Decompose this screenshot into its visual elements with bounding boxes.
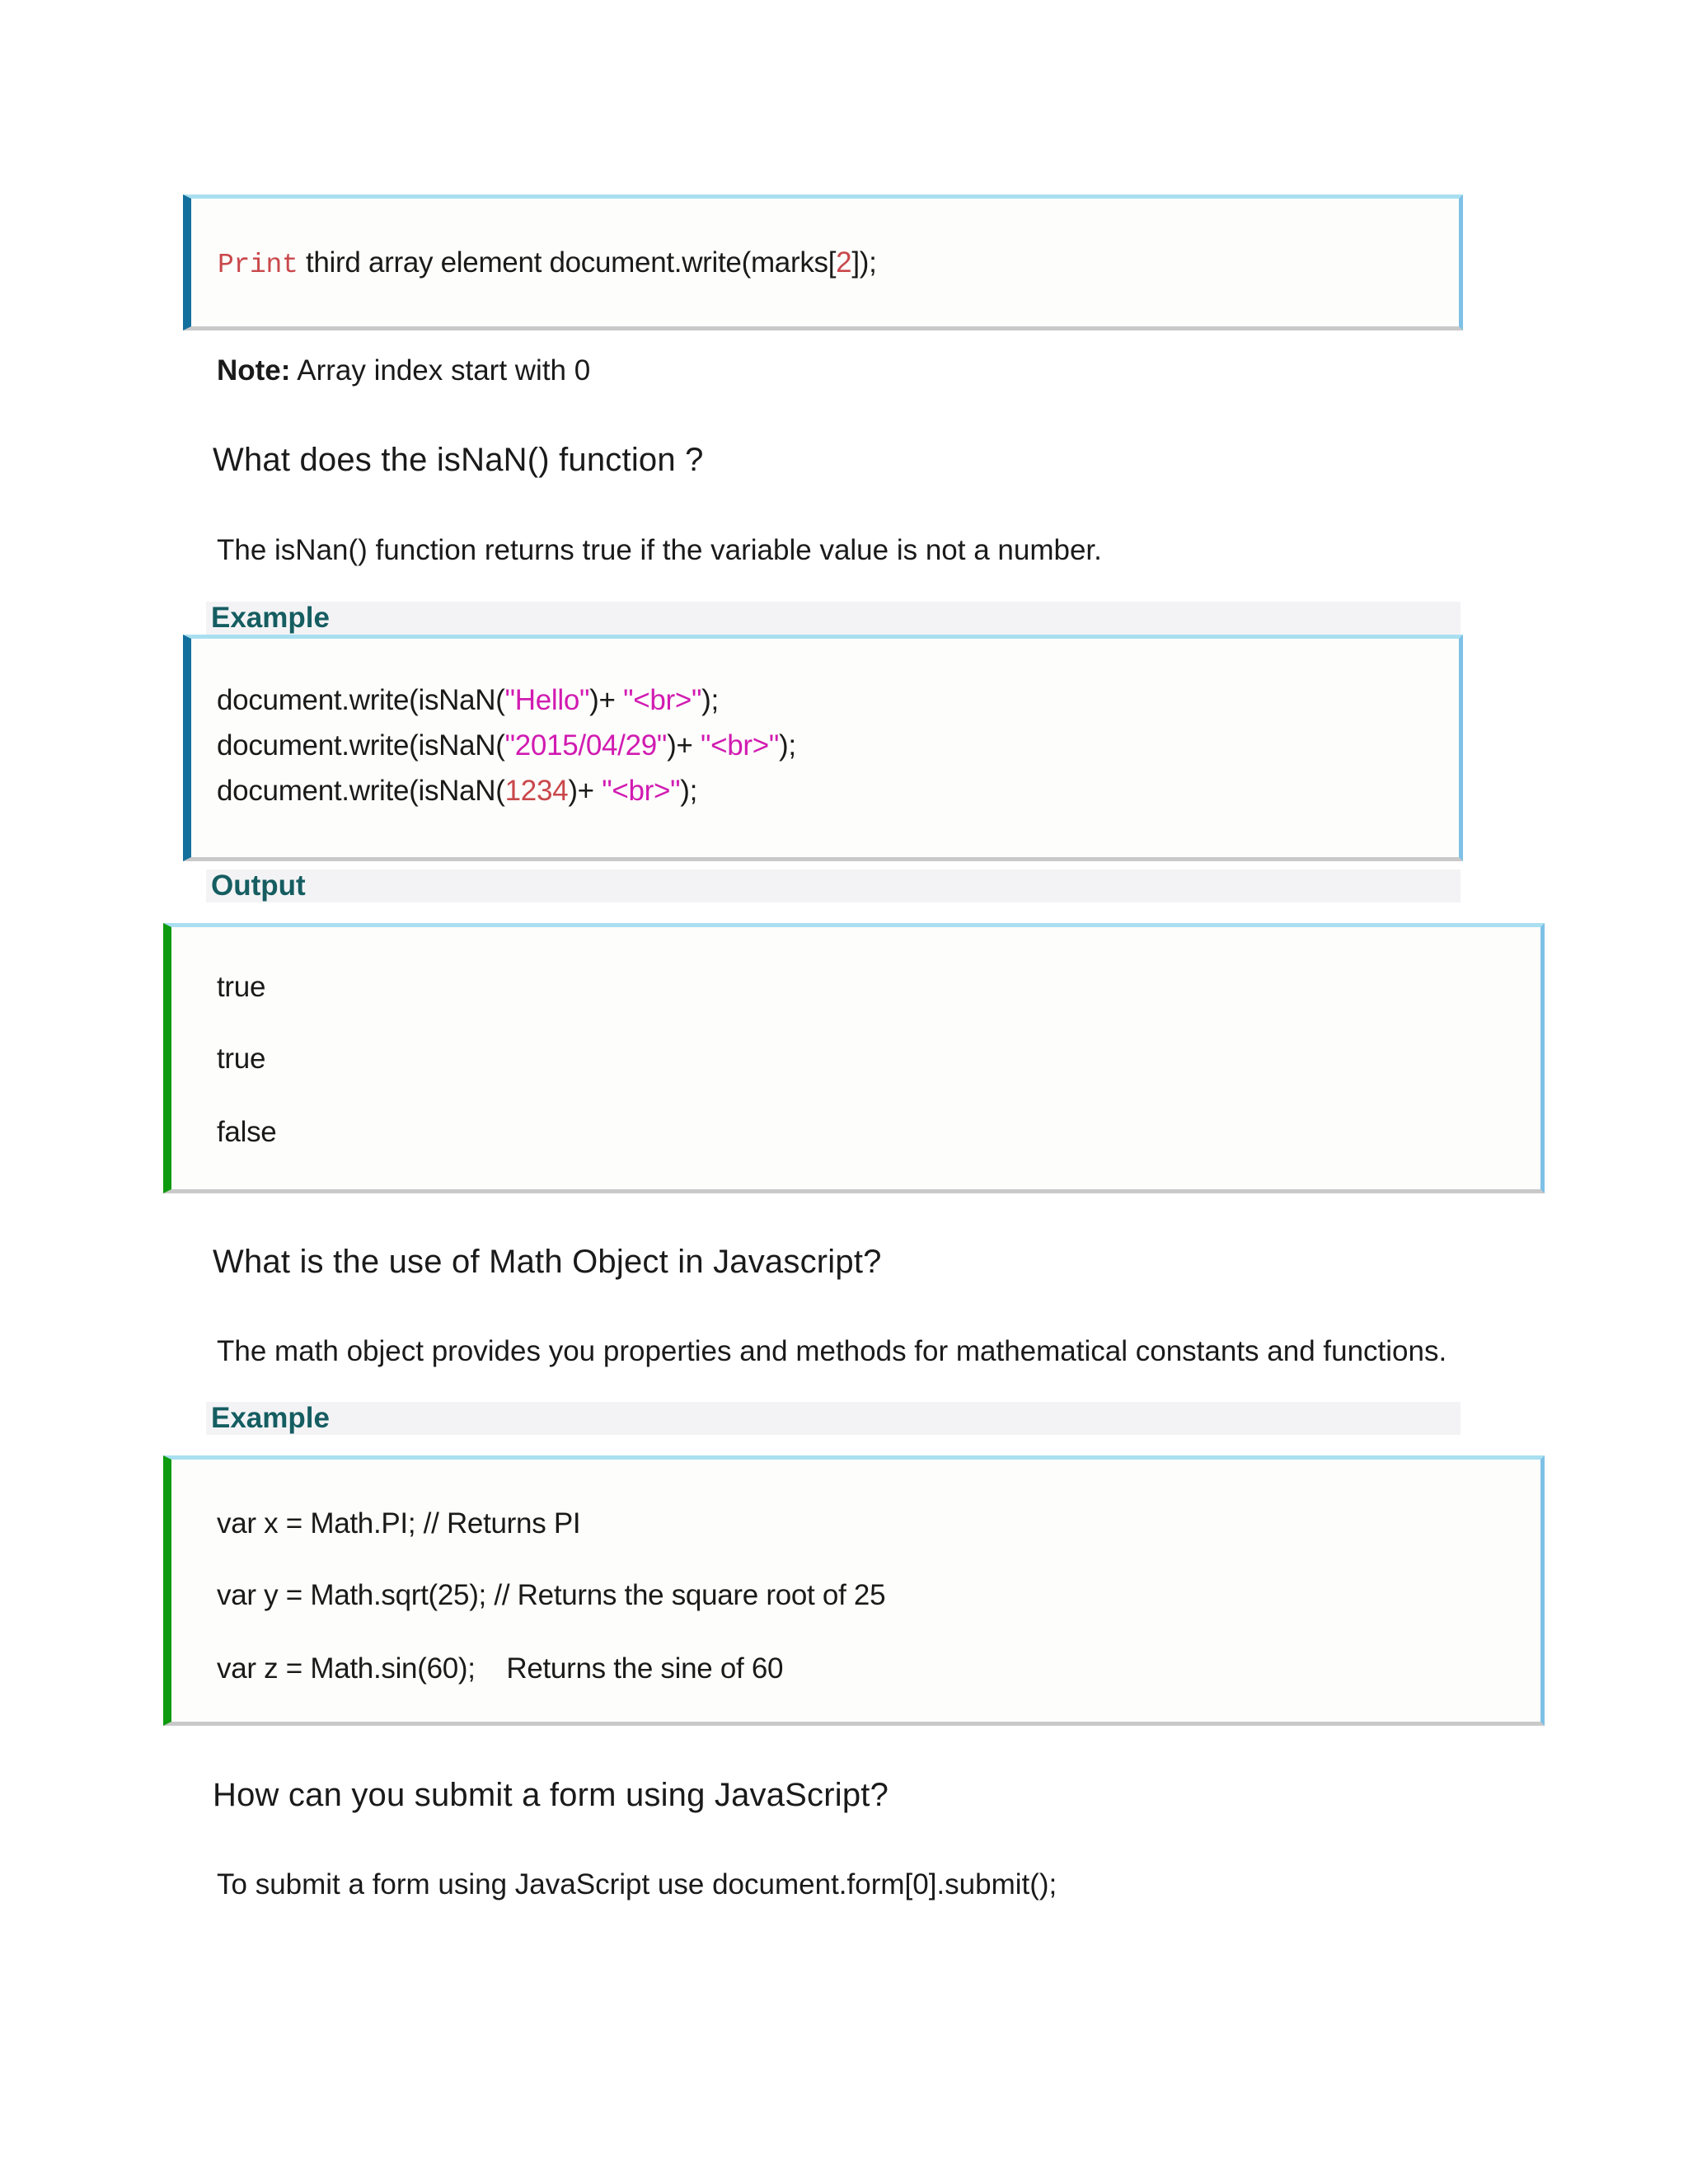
math-code-line-2: var y = Math.sqrt(25); // Returns the square root of 25 (217, 1579, 886, 1611)
code-string: "<br>" (700, 729, 780, 762)
math-code-box (163, 1455, 1545, 1726)
isnan-example-label: Example (206, 602, 1461, 635)
code-number: 1234 (504, 775, 569, 807)
isnan-code-box (183, 635, 1463, 861)
note-text: Array index start with 0 (290, 354, 591, 387)
code-string: "2015/04/29" (504, 729, 668, 762)
code-text: document.write(isNaN( (217, 729, 505, 762)
math-example-label: Example (206, 1402, 1461, 1435)
note-line (217, 354, 590, 387)
isnan-description: The isNan() function returns true if the variable value is not a number. (217, 534, 1102, 566)
code-text: )+ (667, 729, 701, 762)
output-line-1: true (217, 971, 266, 1003)
print-keyword: Print (218, 250, 298, 280)
print-code-line (218, 246, 877, 280)
isnan-code-line-3 (217, 775, 697, 808)
isnan-output-box (163, 923, 1545, 1193)
print-index: 2 (836, 246, 852, 279)
code-string: "Hello" (504, 684, 590, 716)
code-text: ); (680, 775, 698, 807)
print-text-after: ]); (851, 246, 877, 279)
isnan-heading: What does the isNaN() function ? (213, 442, 704, 478)
code-text: )+ (568, 775, 603, 807)
code-string: "<br>" (602, 775, 681, 807)
code-text: )+ (589, 684, 624, 716)
output-line-2: true (217, 1043, 266, 1075)
form-heading: How can you submit a form using JavaScript? (213, 1777, 889, 1813)
math-code-line-3: var z = Math.sin(60); Returns the sine of 60 (217, 1652, 784, 1685)
isnan-code-line-1 (217, 684, 719, 717)
note-label: Note: (217, 354, 291, 387)
isnan-code-line-2 (217, 729, 796, 762)
code-text: ); (701, 684, 719, 716)
print-code-box (183, 194, 1463, 330)
math-heading: What is the use of Math Object in Javascript? (213, 1244, 882, 1280)
print-text-before: third array element document.write(marks[ (298, 246, 837, 279)
form-description: To submit a form using JavaScript use document.form[0].submit(); (217, 1868, 1057, 1900)
code-text: ); (779, 729, 796, 762)
isnan-output-label: Output (206, 869, 1461, 902)
code-text: document.write(isNaN( (217, 775, 505, 807)
math-description: The math object provides you properties and methods for mathematical constants and functions. (217, 1335, 1447, 1367)
code-string: "<br>" (623, 684, 702, 716)
code-text: document.write(isNaN( (217, 684, 505, 716)
math-code-line-1: var x = Math.PI; // Returns PI (217, 1507, 581, 1540)
output-line-3: false (217, 1116, 277, 1148)
